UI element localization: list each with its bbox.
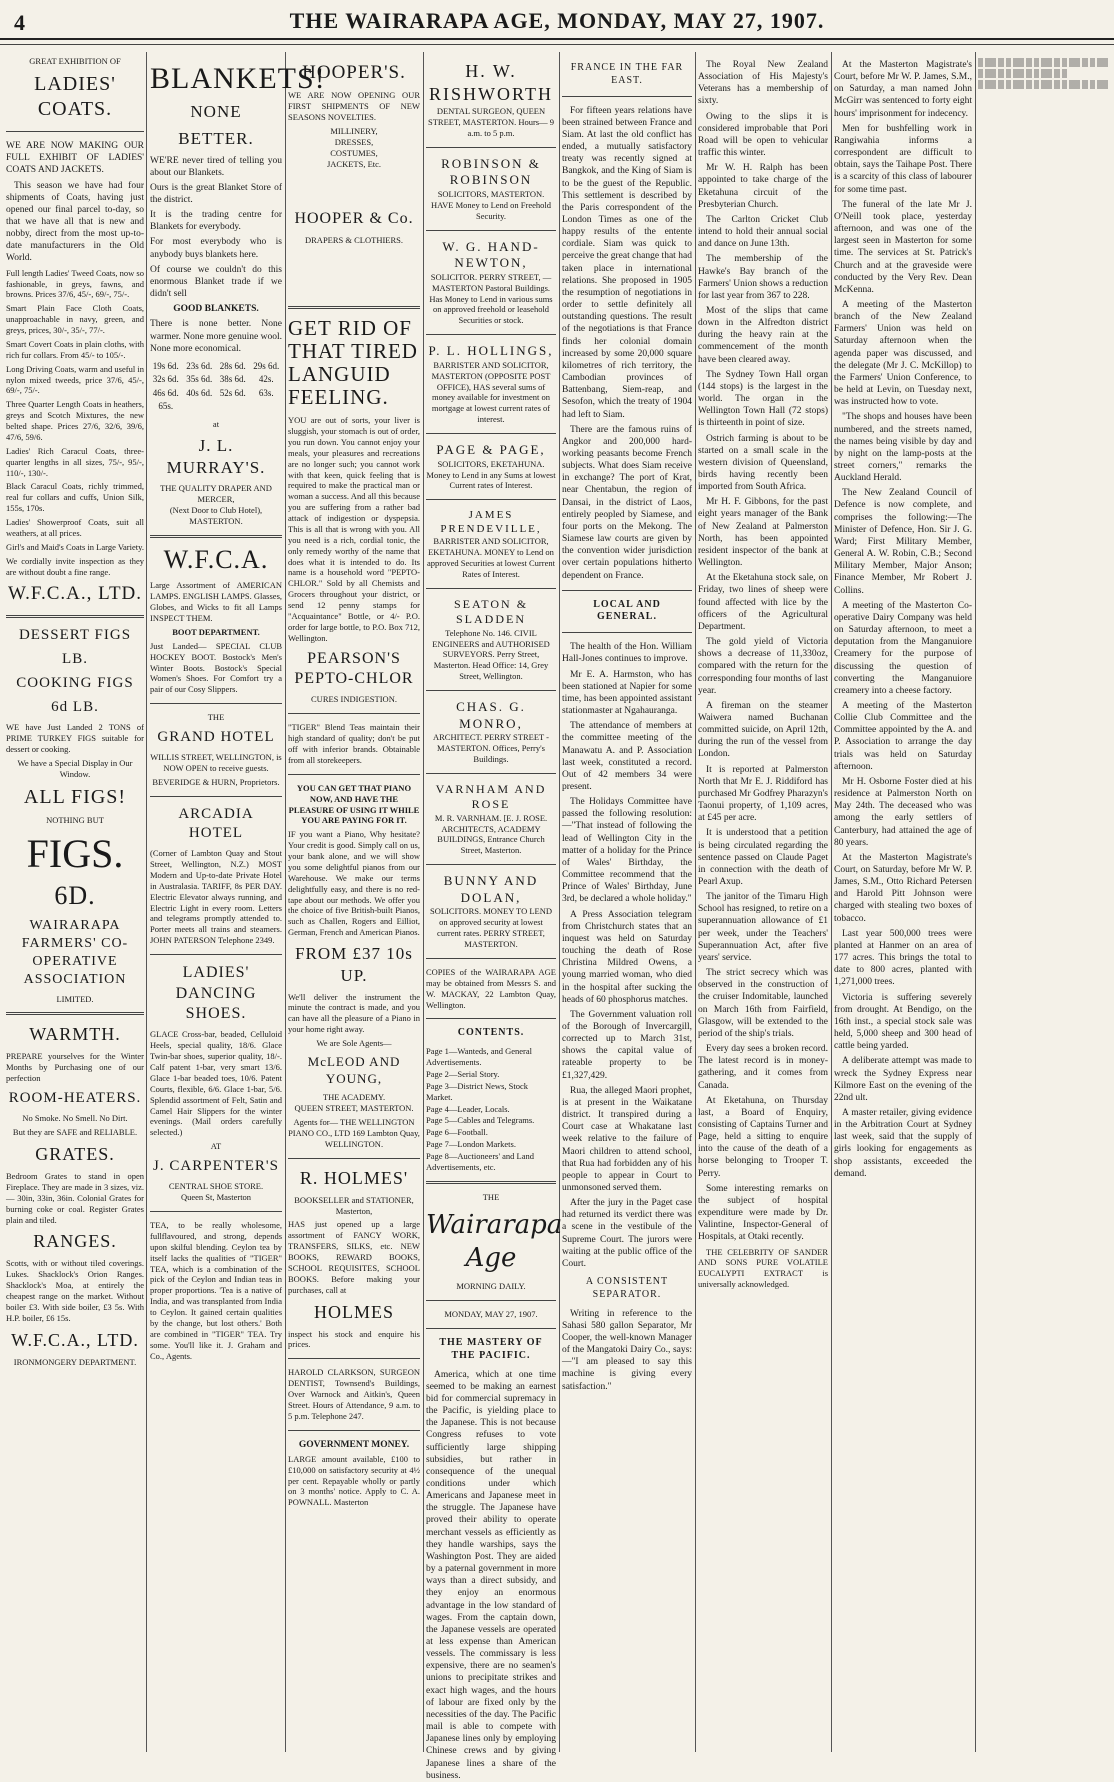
ad-text: WE ARE NOW OPENING OUR FIRST SHIPMENTS OF NEW SEASONS NOVELTIES. xyxy=(288,90,420,123)
column-8-edge xyxy=(978,56,1108,1746)
divider xyxy=(150,703,282,704)
column-6 xyxy=(698,56,828,1746)
card-heading: ROBINSON & ROBINSON xyxy=(441,155,541,188)
news-item: Men for bushfelling work in Rangiwahia informs a correspondent are difficult to obtain, says the Taihape Post. There is a scarcity of this class of labourer for some time past. xyxy=(834,123,972,195)
price: 65s. xyxy=(158,401,174,412)
news-item: Mr E. A. Harmston, who has been stationed at Napier for some time, has been appointed assistant stationmaster at Ngahauranga. xyxy=(562,669,692,717)
column-1 xyxy=(6,56,144,1746)
news-item: "The shops and houses have been numbered, and the streets named, the names being visible by day and by night on the lamp-posts at the street corners," remarks the Auckland Herald. xyxy=(834,412,972,484)
ad-headline: HOOPER'S. xyxy=(302,62,406,83)
column-rule xyxy=(695,52,696,1752)
price-headline: FROM £37 10s UP. xyxy=(295,944,413,985)
news-item: Some interesting remarks on the subject of hospital expenditure were made by Dr. Valintine, Inspector-General of Hospitals, at Otaki recently. xyxy=(698,1183,828,1243)
ad-text: THE ACADEMY. xyxy=(322,1092,386,1103)
ad-text: PREPARE yourselves for the Winter Months by Purchasing one of our perfection xyxy=(6,1051,144,1084)
association-limited: LIMITED. xyxy=(56,993,94,1004)
price: 38s 6d. xyxy=(219,374,246,385)
ad-headline: GET RID OF THAT TIRED LANGUID FEELING. xyxy=(288,315,418,410)
ad-text: inspect his stock and enquire his prices. xyxy=(288,1328,420,1350)
price: 52s 6d. xyxy=(219,387,246,398)
divider xyxy=(562,632,692,633)
news-item: At the Masterton Magistrate's Court, on Saturday, before Mr W. P. James, S.M., Otto Richard Petersen and Harold Pitt Johnson were charged with stealing two boxes of tobacco. xyxy=(834,852,972,924)
contents-item: Page 8—Auctioneers' and Land Advertisements, etc. xyxy=(426,1151,534,1172)
ad-text: HAROLD CLARKSON, SURGEON DENTIST, Townsend's Buildings, Over Warnock and Aitkin's, Queen Street. Hours of Attendance, 9 a.m. to 5 p.m. Telephone 247. xyxy=(288,1367,420,1421)
ad-text: GOOD BLANKETS. xyxy=(173,304,259,315)
news-item: A meeting of the Masterton branch of the New Zealand Farmers' Union was held on Saturday afternoon when the agenda paper was discussed, and the delegate (Mr J. C. McKillop) to the Farmers' Union Conference, to be held at Levin, on Tuesday next, was instructed how to vote. xyxy=(834,299,972,408)
news-item: The Sydney Town Hall organ (144 stops) is the largest in the world. The organ in the Wellington Town Hall (72 stops) is thirteenth in point of size. xyxy=(698,369,828,429)
news-item: The funeral of the late Mr J. O'Neill took place, yesterday afternoon, and was one of the largest seen in Masterton for some time. The services at St. Patrick's Church and at the graveside were conducted by the Very Rev. Dean McKenna. xyxy=(834,199,972,295)
divider xyxy=(426,334,556,335)
ad-text: Of course we couldn't do this enormous Blanket trade if we didn't sell xyxy=(150,264,282,300)
department-name: BOOT DEPARTMENT. xyxy=(172,626,260,637)
news-item: Most of the slips that came down in the Alfredton district during the heavy rain at the commencement of the month have been cleared away. xyxy=(698,305,828,365)
card-text: BARRISTER AND SOLICITOR, MASTERTON (OPPOSITE POST OFFICE), HAS several sums of money available for investment on mortgage at lowest current rates of interest. xyxy=(431,359,551,425)
news-item: A master retailer, giving evidence in the Arbitration Court at Sydney last week, said that the supply of girls looking for engagements as shop assistants, exceeded the demand. xyxy=(834,1107,972,1179)
price-list xyxy=(150,361,282,413)
contents-heading: CONTENTS. xyxy=(457,1027,525,1039)
ad-text: at xyxy=(212,418,220,429)
card-text: SOLICITOR. PERRY STREET, — MASTERTON Pastoral Buildings. Has Money to Lend in various sums on approved freehold or leasehold Securities or stock. xyxy=(429,271,553,326)
ad-text: HAS just opened up a large assortment of FANCY WORK, TRANSFERS, SILKS, etc. NEW BOOKS, REWARD BOOKS, SCHOOL REQUISITES, SCHOOL BOOKS. Before making your purchases, call at xyxy=(288,1219,420,1295)
news-item: Rua, the alleged Maori prophet, is at present in the Waikatane district. It transpired during a Court case at Whakatane last week relative to the failure of Maori children to attend school, that Rua had forbidden any of his people to appear in Court to unmonsoned served them. xyxy=(562,1085,692,1193)
nameplate-subtitle: MORNING DAILY. xyxy=(456,1281,526,1292)
copies-notice: COPIES of the WAIRARAPA AGE may be obtained from Messrs S. and W. MACKAY, 22 Lambton Quay, Wellington. xyxy=(426,966,556,1010)
divider xyxy=(288,306,420,309)
divider xyxy=(288,1358,420,1359)
ad-item: COSTUMES, xyxy=(330,147,378,158)
column-7 xyxy=(834,56,972,1746)
ad-item: JACKETS, Etc. xyxy=(326,158,382,169)
ad-text: Bedroom Grates to stand in open Fireplace. They are made in 3 sizes, viz.— 30in, 33in, 36in. Colonial Grates for burning coke or coal. Register Grates plain and tiled. xyxy=(6,1171,144,1225)
card-text: SOLICITORS, EKETAHUNA. Money to Lend in any Sums at lowest Current rates of Interest. xyxy=(426,458,556,491)
column-4 xyxy=(426,56,563,1781)
business-card xyxy=(426,873,556,950)
contents-item: Page 3—District News, Stock Market. xyxy=(426,1080,528,1102)
card-text: BARRISTER AND SOLICITOR, EKETAHUNA. MONEY to Lend on approved Securities at lowest Current Rates of Interest. xyxy=(427,536,555,580)
contents-item: Page 5—Cables and Telegrams. xyxy=(426,1115,535,1126)
news-item: The gold yield of Victoria shows a decrease of 11,330oz, compared with the return for the corresponding four months of last year. xyxy=(698,637,828,696)
card-text: SOLICITORS. MONEY TO LEND on approved security at lowest current rates. PERRY STREET, MASTERTON. xyxy=(430,906,552,950)
column-rule xyxy=(285,52,286,1752)
ad-text: We have a Special Display in Our Window. xyxy=(17,758,133,779)
divider xyxy=(426,1018,556,1019)
news-item: The health of the Hon. William Hall-Jones continues to improve. xyxy=(562,642,692,665)
store-address: (Next Door to Club Hotel), MASTERTON. xyxy=(169,505,263,526)
ad-text: Large Assortment of AMERICAN LAMPS. ENGLISH LAMPS. Glasses, Globes, and Wicks to fit all Lamps INSPECT THEM. xyxy=(150,580,282,623)
divider xyxy=(150,796,282,797)
store-name: W.F.C.A. xyxy=(163,544,269,574)
contents-item: Page 7—London Markets. xyxy=(426,1139,516,1150)
nameplate-the: THE xyxy=(482,1191,500,1202)
ad-item: Black Caracul Coats, richly trimmed, real fur collars and cuffs, Union Silk, 155s, 170s. xyxy=(6,481,144,514)
ad-text: WE'RE never tired of telling you about our Blankets. xyxy=(150,155,282,178)
contents-item: Page 4—Leader, Locals. xyxy=(426,1103,510,1114)
store-subtitle: THE QUALITY DRAPER AND MERCER, xyxy=(160,483,272,505)
ad-headline: FIGS. xyxy=(26,831,124,877)
ad-headline: YOU CAN GET THAT PIANO NOW, AND HAVE THE PLEASURE OF USING IT WHILE YOU ARE PAYING FOR IT. xyxy=(288,782,420,826)
news-item: Mr W. H. Ralph has been appointed to take charge of the Eketahuna circuit of the Presbyterian Church. xyxy=(698,163,828,210)
ad-headline: ROOM-HEATERS. xyxy=(8,1090,142,1107)
news-item: Writing in reference to the Sahasi 580 gallon Separator, Mr Cooper, the well-known Manager of the Mangatoki Dairy Co., says:—"I am pleased to say this machine is giving every satisfaction." xyxy=(562,1308,692,1392)
business-card xyxy=(426,508,556,580)
divider xyxy=(426,1181,556,1184)
divider xyxy=(150,954,282,955)
ad-text: Scotts, with or without tiled coverings. Lukes. Shacklock's Orion Ranges. Shacklock's Moa, at entirely the cheapest range on the market. Without boiler £3. With side boiler, £3 5s. With H.P. boiler, £6 15s. xyxy=(6,1258,144,1323)
news-item: The attendance of members at the committee meeting of the Manawatu A. and P. Association last week, constituted a record. Out of 42 members 34 were present. xyxy=(562,721,692,792)
divider xyxy=(6,131,144,132)
association-name: WAIRARAPA FARMERS' CO-OPERATIVE ASSOCIATION xyxy=(21,917,129,987)
ad-item: DRESSES, xyxy=(334,136,374,147)
divider xyxy=(426,864,556,865)
contents-list xyxy=(426,1046,556,1173)
news-item: At Eketahuna, on Thursday last, a Board of Enquiry, consisting of Captains Turner and Page, held a sitting to enquire into the cause of the death of a horse belonging to Trooper T. Perry. xyxy=(698,1095,828,1179)
store-name: J. CARPENTER'S xyxy=(153,1158,279,1175)
ad-text: WILLIS STREET, WELLINGTON, is NOW OPEN to receive guests. xyxy=(150,752,282,774)
ad-headline: 6D. xyxy=(54,881,96,911)
contents-item: Page 6—Football. xyxy=(426,1127,488,1138)
store-name: W.F.C.A., LTD. xyxy=(11,1329,139,1350)
price: 63s. xyxy=(258,387,274,398)
article-text: There are the famous ruins of Angkor and 200,000 hard-working peasants become French subjects. What does Siam receive in exchange? The port of Krat, near Chentabun, the region of Dansai, in the district of Laos, entirely peopled by Siamese, and four ports on the Mekong. The Siamese law courts are given by the convention wider jurisdiction over certain populations hitherto dependent on France. xyxy=(562,424,692,581)
ad-headline: LB. xyxy=(62,650,88,667)
item-heading: A CONSISTENT SEPARATOR. xyxy=(585,1276,669,1300)
store-name: McLEOD AND YOUNG, xyxy=(307,1053,401,1086)
ad-item: Full length Ladies' Tweed Coats, now so fashionable, in greys, fawns, and browns. Prices 37/6, 45/-, 69/-, 75/-. xyxy=(6,267,144,300)
price: 19s 6d. xyxy=(152,360,179,371)
divider xyxy=(150,1211,282,1212)
ad-headline: 6d LB. xyxy=(51,699,99,716)
ad-intro: WE ARE NOW MAKING OUR FULL EXHIBIT OF LADIES' COATS AND JACKETS. xyxy=(6,141,144,176)
news-item: A meeting of the Masterton Collie Club Committee and the Committee appointed by the A. and P. Association to arrange the day trials was held on Saturday afternoon. xyxy=(834,700,972,772)
divider xyxy=(562,96,692,97)
column-rule xyxy=(559,52,560,1752)
column-rule xyxy=(146,52,147,1752)
divider xyxy=(426,690,556,691)
business-card xyxy=(426,156,556,222)
news-item: Every day sees a broken record. The latest record is in money-gathering, and it comes from Canada. xyxy=(698,1044,828,1091)
ad-text: "TIGER" Blend Teas maintain their high standard of quality; don't be put off with inferior brands. Obtainable from all storekeepers. xyxy=(288,722,420,765)
price: 28s 6d. xyxy=(219,360,246,371)
business-card xyxy=(426,699,556,765)
card-text: Telephone No. 146. CIVIL ENGINEERS and AUTHORISED SURVEYORS. Perry Street, Masterton. Head Office: 14, Grey Street, Wellington. xyxy=(432,627,550,682)
news-item: At the Masterton Magistrate's Court, before Mr W. P. James, S.M., on Saturday, a man named John McGirr was sentenced to forty eight hours' imprisonment for indecency. xyxy=(834,60,972,119)
leader-text: America, which at one time seemed to be making an earnest bid for commercial supremacy in the Pacific, is yielding place to the Japanese. This is not because Congress refuses to vote sufficiently large shipping subsidies, but rather in consequence of the unequal conditions under which Americans and Japanese meet in the struggle. The Japanese have proved their ability to operate merchant vessels as efficiently as they handle warships, says the Washington Post. They are aided by a paternal government in more ways than a direct subsidy, and they enjoy an enormous advantage in the low standard of wages. From the captain down, the Japanese vessels are operated at less expense than American vessels. The commissary is less expensive, there are no seamen's unions to precipitate strikes and exact high wages, and the hours of labour are fixed only by the necessities of the day. The Pacific mail is able to compete with Japanese lines only by employing Chinese crews and by giving Japanese lines a share of the business. xyxy=(426,1369,556,1781)
divider xyxy=(426,588,556,589)
ad-headline: NONE xyxy=(190,102,242,121)
store-name: J. L. MURRAY'S. xyxy=(166,435,266,477)
business-card xyxy=(426,442,556,491)
news-item: After the jury in the Paget case had returned its verdict there was a scene in the vestibule of the Supreme Court. The jurors were waiting at the public office of the Court. xyxy=(562,1198,692,1269)
news-item: It is understood that a petition is being circulated regarding the sentence passed on Claude Paget in connection with the death of Pearl Axup. xyxy=(698,828,828,887)
ad-headline: BETTER. xyxy=(178,128,254,148)
news-item: Last year 500,000 trees were planted at Hanmer on an area of 177 acres. This brings the total to date to 800 acres, planted with 1,271,000 trees. xyxy=(834,928,972,988)
ad-text: We'll deliver the instrument the minute the contract is made, and you can have all the pleasure of a Piano in your home right away. xyxy=(288,991,420,1035)
ad-text: We are Sole Agents— xyxy=(316,1038,392,1049)
ad-headline: LADIES' COATS. xyxy=(34,72,116,121)
card-heading: P. L. HOLLINGS, xyxy=(428,343,554,359)
divider xyxy=(426,147,556,148)
ad-headline: PEARSON'S PEPTO-CHLOR xyxy=(294,649,414,687)
ad-text: TEA, to be really wholesome, fullflavoured, and strong, depends upon skilful blending. Ceylon tea by itself lacks the qualities of "TIGER" TEA, which is a combination of the pick of the Ceylon and Indian teas in proper proportions. 'Tea is a native of India, and was transplanted from India to Ceylon. It gained certain qualities by the change, but lost others.' Both are combined in "TIGER" TEA. Try some. You'll like it. J. Graham and Co., Agents. xyxy=(150,1220,282,1361)
ad-item: Smart Plain Face Cloth Coats, unapproachable in navy, green, and greys, prices, 30/-, 35/-, 77/-. xyxy=(6,303,144,335)
ad-item: Girl's and Maid's Coats in Large Variety. xyxy=(6,541,144,552)
ad-text: BEVERIDGE & HURN, Proprietors. xyxy=(152,776,280,787)
price: 40s 6d. xyxy=(186,387,213,398)
card-heading: PAGE & PAGE, xyxy=(436,442,546,458)
ad-text: For most everybody who is anybody buys blankets here. xyxy=(150,237,282,260)
leader-heading: THE MASTERY OF THE PACIFIC. xyxy=(439,1336,543,1361)
divider xyxy=(426,499,556,500)
divider xyxy=(150,535,282,538)
ad-item: MILLINERY, xyxy=(330,125,378,136)
price: 42s. xyxy=(258,374,274,385)
news-item: The Royal New Zealand Association of His Majesty's Veterans has a membership of sixty. xyxy=(698,60,828,107)
store-subtitle: DRAPERS & CLOTHIERS. xyxy=(305,234,403,245)
divider xyxy=(426,230,556,231)
divider xyxy=(6,615,144,618)
divider xyxy=(426,773,556,774)
ad-text: WE have Just Landed 2 TONS of PRIME TURKEY FIGS suitable for dessert or cooking. xyxy=(6,722,144,755)
card-heading: JAMES PRENDEVILLE, xyxy=(440,509,542,536)
store-name: HOOPER & Co. xyxy=(294,210,414,228)
card-text: ARCHITECT. PERRY STREET - MASTERTON. Offices, Perry's Buildings. xyxy=(432,732,550,765)
divider xyxy=(426,1328,556,1329)
store-name: W.F.C.A., LTD. xyxy=(7,583,143,605)
ad-headline: GOVERNMENT MONEY. xyxy=(298,1439,410,1450)
ad-text: But they are SAFE and RELIABLE. xyxy=(12,1127,138,1138)
news-item: Mr H. F. Gibbons, for the past eight years manager of the Bank of New Zealand at Palmerston North, has been appointed resident inspector of the bank at Wellington. xyxy=(698,497,828,569)
business-card xyxy=(426,597,556,682)
news-item: A deliberate attempt was made to wreck the Sydney Express near Kilmore East on the evening of the 22nd ult. xyxy=(834,1056,972,1103)
news-item: The membership of the Hawke's Bay branch of the Farmers' Union shows a reduction for last year from 367 to 228. xyxy=(698,254,828,301)
ad-text: YOU are out of sorts, your liver is sluggish, your stomach is out of order, you run down. You cannot enjoy your meals, your pleasures and recreations are no longer such; you cannot work with that keen, quick feeling that is required to make the practical man or woman a success. And all this because you are suffering from a rather bad attack of indigestion or dyspepsia. This is all that is wrong with you. All you need is a rich, cordial tonic, the only remedy worthy of the name that does what it is intended to do. Its name is a household word "PEPTO-CHLOR." Sold by all Chemists and Grocers throughout your district, or send 12 penny stamps for "Acquaintance" Bottle, or 4/- P.O. order for large bottle, to P.O. Box 712, Wellington. xyxy=(288,415,420,643)
column-3 xyxy=(288,56,420,1746)
news-item: The Carlton Cricket Club intend to hold their annual social and dance on June 13th. xyxy=(698,214,828,250)
ad-invite: We cordially invite inspection as they are without doubt a fine range. xyxy=(6,555,144,577)
news-item: The strict secrecy which was observed in the construction of the cruiser Indomitable, launched on March 16th from Fairfield, Glasgow, will be extended to the period of the ship's trials. xyxy=(698,968,828,1039)
newspaper-title: THE WAIRARAPA AGE, MONDAY, MAY 27, 1907. xyxy=(289,8,825,33)
news-item: It is reported at Palmerston North that Mr E. J. Riddiford has purchased Mr Godfrey Pharazyn's Taonui property, of 1,109 acres, at £45 per acre. xyxy=(698,764,828,824)
divider xyxy=(6,1012,144,1015)
divider xyxy=(288,1158,420,1159)
ad-paragraph: This season we have had four shipments of Coats, having just opened our final parcel to-day, so that we have all that is new and nobby, direct from the most up-to-date manufacturers in the Old World. xyxy=(6,180,144,264)
ad-headline: DESSERT FIGS xyxy=(18,626,132,643)
divider xyxy=(562,590,692,591)
column-5 xyxy=(562,56,692,1746)
ad-text: (Corner of Lambton Quay and Stout Street, Wellington, N.Z.) MOST Modern and Up-to-date Private Hotel in Australasia. TARIFF, 8s PER DAY. Electric Elevator always running, and Electric Light in every room. Letters and telegrams promptly attended to. Porter meets all trains and steamers. JOHN PATERSON Telephone 2349. xyxy=(150,848,282,946)
hotel-name: GRAND HOTEL xyxy=(157,729,275,745)
news-item: The Holidays Committee have passed the following resolution:—"That instead of following the lead of Wellington City in the matter of a holiday for the Prince of Wales' Birthday, the Committee recommend that the Prince of Wales' Birthday, June 3rd, be declared a whole holiday." xyxy=(562,797,692,905)
card-text: SOLICITORS, MASTERTON. HAVE Money to Lend on Freehold Security. xyxy=(430,188,551,221)
ad-text: LARGE amount available, £100 to £10,000 on satisfactory security at 4½ per cent. Repayable wholly or partly on 3 months' notice. Apply to C. A. POWNALL. Masterton xyxy=(288,1453,420,1508)
masthead xyxy=(0,0,1114,40)
issue-date: MONDAY, MAY 27, 1907. xyxy=(444,1309,538,1320)
ad-text: Agents for— THE WELLINGTON PIANO CO., LTD 169 Lambton Quay, WELLINGTON. xyxy=(288,1116,420,1149)
text-line xyxy=(978,69,1069,78)
news-item: Owing to the slips it is considered improbable that Pori Road will be open to vehicular traffic this winter. xyxy=(698,111,828,159)
news-item: The New Zealand Council of Defence is now complete, and comprises the following:—The Minister of Defence, Hon. Sir J. G. Ward; First Military Member, General A. W. Robin, C.B.; Second Military Member, Major Anson; Finance Member, Mr Robert J. Collins. xyxy=(834,488,972,596)
card-text: DENTAL SURGEON, QUEEN STREET, MASTERTON. Hours— 9 a.m. to 5 p.m. xyxy=(428,106,554,138)
card-heading: BUNNY AND DOLAN, xyxy=(443,873,539,905)
ad-headline: BLANKETS! xyxy=(150,62,326,95)
divider xyxy=(288,1430,420,1431)
article-text: For fifteen years relations have been strained between France and Siam. At last the old conflict has ended, a mutually satisfactory treaty was recently signed at Bangkok, and the King of Siam is to be the guest of the Republic. This settlement is described by the Paris correspondent of the London Times as one of the happy results of the entente cordiale. Siam was quick to perceive the great change that had taken place in international relations. She proposed in 1905 the resumption of negotiations in order to settle definitely all outstanding questions. The result of the negotiations is that France finds her colonial domain increased by some 20,000 square kilometres of rich territory, the Cambodian provinces of Battenbang, Siem-reap, and Sesofon, which the treaty of 1904 had left to Siam. xyxy=(562,105,692,420)
ad-text: THE xyxy=(207,712,225,723)
card-heading: VARNHAM AND ROSE xyxy=(435,781,547,812)
price: 32s 6d. xyxy=(152,374,179,385)
department-name: IRONMONGERY DEPARTMENT. xyxy=(13,1356,137,1367)
divider xyxy=(426,433,556,434)
newspaper-nameplate: Wairarapa Age xyxy=(426,1209,563,1273)
ad-text: Ours is the great Blanket Store of the district. xyxy=(150,182,282,205)
news-item: The janitor of the Timaru High School has resigned, to retire on a superannuation allowance of £1 per week, under the Teachers' Superannuation Act, after five years' service. xyxy=(698,892,828,963)
divider xyxy=(426,958,556,959)
news-item: THE CELEBRITY OF SANDER AND SONS PURE VOLATILE EUCALYPTI EXTRACT is universally acknowledged. xyxy=(698,1246,828,1290)
contents-item: Page 1—Wanteds, and General Advertisements. xyxy=(426,1046,533,1068)
contents-item: Page 2—Serial Story. xyxy=(426,1068,500,1079)
ad-headline: GRATES. xyxy=(35,1143,115,1164)
price: 46s 6d. xyxy=(152,387,179,398)
ad-item: Long Driving Coats, warm and useful in nylon mixed tweeds, price 37/6, 45/-, 69/-, 75/-. xyxy=(6,363,144,396)
news-item: Ostrich farming is about to be started on a small scale in the western division of Queensland, birds having recently been imported from South Africa. xyxy=(698,433,828,493)
price: 29s 6d. xyxy=(253,360,280,371)
column-rule xyxy=(423,52,424,1752)
ad-text: It is the trading centre for Blankets for everybody. xyxy=(150,210,282,233)
card-text: M. R. VARNHAM. [E. J. ROSE. ARCHITECTS, ACADEMY BUILDINGS, Entrance Church Street, Masterton. xyxy=(434,812,548,856)
ad-text: NOTHING BUT xyxy=(46,815,104,826)
card-heading: W. G. HAND-NEWTON, xyxy=(442,238,540,271)
ad-headline: COOKING FIGS xyxy=(16,675,134,692)
ad-kicker: GREAT EXHIBITION OF xyxy=(29,56,121,66)
business-card xyxy=(426,343,556,425)
divider xyxy=(426,1300,556,1301)
hotel-name: ARCADIA HOTEL xyxy=(178,805,254,841)
ad-headline: WARMTH. xyxy=(29,1024,121,1045)
section-heading: LOCAL AND GENERAL. xyxy=(593,598,661,623)
divider xyxy=(288,774,420,775)
news-item: Victoria is suffering severely from drought. At Bendigo, on the 16th inst., a special stock sale was held, 5,000 sheep and 300 head of cattle being yarded. xyxy=(834,992,972,1052)
ad-text: There is none better. None warmer. None more genuine wool. None more economical. xyxy=(150,319,282,354)
card-heading: SEATON & SLADDEN xyxy=(453,596,529,627)
news-item: A meeting of the Masterton Co-operative Dairy Company was held on Saturday afternoon, to meet a deputation from the Manganuiore Creamery for the purpose of discussing the question of converting the Manganuiore creamery into a cheese factory. xyxy=(834,600,972,696)
store-subtitle: CENTRAL SHOE STORE. xyxy=(168,1181,264,1192)
card-heading: CHAS. G. MONRO, xyxy=(456,699,526,731)
ad-subheadline: CURES INDIGESTION. xyxy=(311,694,397,705)
ad-item: Three Quarter Length Coats in heathers, greys and Scotch Mixtures, the new belted shape. Prices 27/6, 32/6, 39/6, 47/6, 59/6. xyxy=(6,399,144,442)
column-rule xyxy=(975,52,976,1752)
column-2 xyxy=(150,56,326,1746)
ad-text: No Smoke. No Smell. No Dirt. xyxy=(22,1113,128,1124)
business-card xyxy=(426,60,556,139)
page-number: 4 xyxy=(14,10,25,35)
ad-text: Just Landed— SPECIAL CLUB HOCKEY BOOT. Bostock's Men's Winter Boots. Bostock's Special Women's Shoes. For Comfort try a pair of our Cosy Slippers. xyxy=(150,640,282,695)
price: 35s 6d. xyxy=(186,374,213,385)
ad-item: Ladies' Showerproof Coats, suit all weathers, at all prices. xyxy=(6,517,144,538)
ad-headline: RANGES. xyxy=(33,1231,117,1252)
business-card xyxy=(426,782,556,856)
store-name: R. HOLMES' xyxy=(299,1167,409,1188)
news-item: The Government valuation roll of the Borough of Invercargill, corrected up to March 31st, shows the capital value of rateable property to be £1,327,429. xyxy=(562,1009,692,1081)
ad-item: Ladies' Rich Caracul Coats, three-quarter lengths in all sizes, 75/-, 95/-, 110/-, 130/-. xyxy=(6,445,144,478)
news-item: A Press Association telegram from Christchurch states that an inquest was held on Saturday touching the death of Rose Christina Mildred Owens, a young married woman, who died in the hospital after sucking the heads of 60 phosphorus matches. xyxy=(562,909,692,1005)
news-item: Mr H. Osborne Foster died at his residence at Palmerston North on May 24th. The deceased who was among the early settlers of Canterbury, had attained the age of 80 years. xyxy=(834,776,972,848)
masthead-rule xyxy=(0,44,1114,45)
ad-headline: ALL FIGS! xyxy=(23,785,127,808)
store-subtitle: BOOKSELLER and STATIONER, Masterton, xyxy=(294,1194,414,1216)
ad-text: IF you want a Piano, Why hesitate? Your credit is good. Simply call on us, your bank alone, and we will show you some delightful pianos from our Warehouse. We make our terms delightfully easy, and there is no red-tape about our methods. We offer you the choice of five British-built Pianos, such as Challen, Rogers and Eilliot, German, French and American Pianos. xyxy=(288,829,420,938)
card-heading: H. W. RISHWORTH xyxy=(429,61,553,105)
divider xyxy=(288,713,420,714)
store-name: HOLMES xyxy=(313,1301,394,1322)
ad-headline: LADIES' DANCING SHOES. xyxy=(175,964,257,1022)
ad-item: Smart Covert Coats in plain cloths, with rich fur collars. From 45/- to 105/-. xyxy=(6,338,144,360)
text-line xyxy=(978,80,1108,89)
price: 23s 6d. xyxy=(186,360,213,371)
text-line xyxy=(978,58,1108,67)
ad-text: QUEEN STREET, MASTERTON. xyxy=(294,1103,414,1114)
business-card xyxy=(426,239,556,327)
news-item: A fireman on the steamer Waiwera named Buchanan committed suicide, on April 12th, during the run of the vessel from London. xyxy=(698,700,828,760)
store-address: Queen St, Masterton xyxy=(180,1192,252,1203)
column-rule xyxy=(831,52,832,1752)
ad-text: AT xyxy=(210,1141,222,1152)
ad-text: GLACE Cross-bar, beaded, Celluloid Heels, special quality, 18/6. Glace Twin-bar shoes, superior quality, 18/-. Calf patent 1-bar, very smart 13/6. Glace 1-bar beaded toes, 10/6. Patent Courts, flexible, 6/6. Glace 1-bar, 5/6. Splendid assortment of Felt, Satin and Camel Hair Slippers for the winter evenings. (Mail orders carefully selected.) xyxy=(150,1029,282,1138)
news-item: At the Eketahuna stock sale, on Friday, two lines of sheep were found affected with lice by the officers of the Agricultural Department. xyxy=(698,573,828,632)
article-heading: FRANCE IN THE FAR EAST. xyxy=(570,62,684,86)
